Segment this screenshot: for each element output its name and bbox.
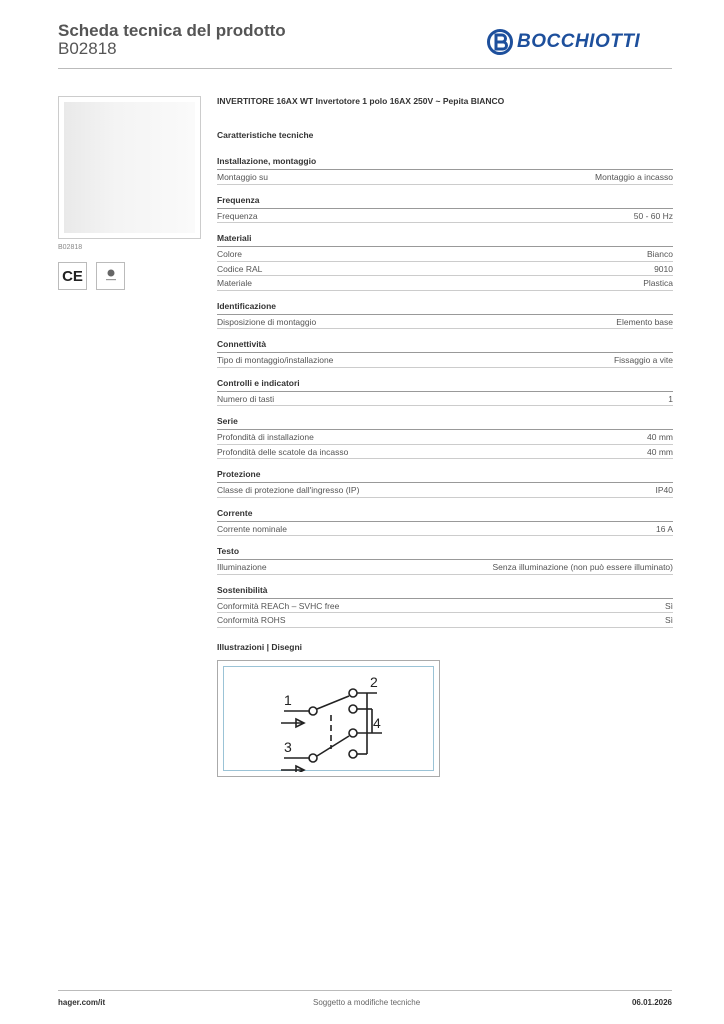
spec-row (217, 430, 673, 445)
spec-label: Profondità di installazione (217, 432, 314, 442)
footer-divider (58, 990, 672, 991)
spec-label: Conformità ROHS (217, 615, 286, 625)
spec-section (217, 232, 673, 291)
product-image (58, 96, 201, 239)
spec-row (217, 522, 673, 537)
spec-section (217, 415, 673, 459)
spec-label: Illuminazione (217, 562, 267, 572)
spec-row (217, 483, 673, 498)
spec-section (217, 338, 673, 368)
spec-row (217, 276, 673, 291)
page-title: Scheda tecnica del prodotto (58, 21, 286, 40)
product-code: B02818 (58, 39, 117, 58)
section-title: Identificazione (217, 300, 673, 315)
ce-mark-icon: CE (58, 262, 87, 290)
spec-value: 50 - 60 Hz (633, 210, 673, 221)
spec-value: 1 (668, 393, 673, 404)
spec-label: Colore (217, 249, 243, 259)
terminal-1: 1 (284, 691, 292, 708)
content (217, 96, 673, 777)
spec-value: IP40 (655, 485, 673, 495)
spec-row (217, 170, 673, 185)
spec-label: Montaggio su (217, 172, 269, 182)
terminal-2: 2 (370, 673, 378, 690)
features-caption: Caratteristiche tecniche (217, 130, 314, 140)
spec-section (217, 468, 673, 498)
spec-label: Tipo di montaggio/installazione (217, 355, 334, 365)
spec-section (217, 584, 673, 628)
spec-section (217, 194, 673, 224)
section-title: Frequenza (217, 194, 673, 209)
section-title: Sostenibilità (217, 584, 673, 599)
spec-value: Senza illuminazione (non può essere illuminato) (492, 562, 673, 572)
product-description: INVERTITORE 16AX WT Invertotore 1 polo 16AX 250V ~ Pepita BIANCO (217, 96, 505, 106)
approval-mark-icon (96, 262, 125, 290)
spec-row (217, 560, 673, 575)
spec-value: Fissaggio a vite (613, 355, 673, 365)
spec-row (217, 599, 673, 614)
terminal-4: 4 (373, 714, 381, 731)
spec-value: 40 mm (647, 432, 673, 442)
brand-logo (487, 29, 640, 55)
section-title: Installazione, montaggio (217, 155, 673, 170)
spec-label: Classe di protezione dall'ingresso (IP) (217, 485, 360, 495)
spec-label: Materiale (217, 278, 252, 288)
spec-row (217, 315, 673, 330)
header-divider (58, 68, 672, 69)
spec-row (217, 353, 673, 368)
switch-schematic-icon (224, 667, 435, 772)
spec-row (217, 445, 673, 460)
spec-section (217, 377, 673, 407)
spec-row (217, 613, 673, 628)
spec-section (217, 300, 673, 330)
section-title: Corrente (217, 507, 673, 522)
spec-value: Plastica (643, 278, 673, 288)
spec-label: Conformità REACh – SVHC free (217, 600, 340, 611)
section-title: Materiali (217, 232, 673, 247)
spec-label: Numero di tasti (217, 393, 275, 404)
spec-section (217, 545, 673, 575)
spec-value: Montaggio a incasso (595, 172, 673, 182)
spec-label: Corrente nominale (217, 523, 287, 534)
spec-label: Profondità delle scatole da incasso (217, 446, 349, 457)
spec-row (217, 392, 673, 407)
spec-row (217, 262, 673, 277)
spec-value: Sì (664, 600, 673, 611)
footer-notice: Soggetto a modifiche tecniche (313, 998, 421, 1007)
section-title: Connettività (217, 338, 673, 353)
spec-value: Bianco (647, 249, 673, 259)
spec-section (217, 155, 673, 185)
footer-website-link[interactable]: hager.com/it (58, 998, 106, 1007)
section-title: Controlli e indicatori (217, 377, 673, 392)
spec-label: Disposizione di montaggio (217, 316, 317, 327)
spec-value: Sì (664, 615, 673, 625)
spec-value: Elemento base (616, 316, 673, 327)
brand-logo-icon (487, 29, 513, 55)
illustrations-title: Illustrazioni | Disegni (217, 641, 303, 652)
spec-row (217, 209, 673, 224)
spec-label: Codice RAL (217, 263, 263, 274)
wiring-diagram (217, 660, 440, 777)
terminal-3: 3 (284, 738, 292, 755)
spec-section (217, 507, 673, 537)
section-title: Testo (217, 545, 673, 560)
spec-row (217, 247, 673, 262)
spec-value: 9010 (654, 263, 673, 274)
brand-name: BOCCHIOTTI (517, 31, 641, 52)
section-title: Protezione (217, 468, 673, 483)
section-title: Serie (217, 415, 673, 430)
footer-date: 06.01.2026 (631, 998, 672, 1007)
spec-label: Frequenza (217, 210, 258, 221)
spec-value: 16 A (655, 523, 673, 534)
spec-sections (217, 155, 673, 628)
product-image-code: B02818 (58, 244, 83, 251)
spec-value: 40 mm (647, 446, 673, 457)
